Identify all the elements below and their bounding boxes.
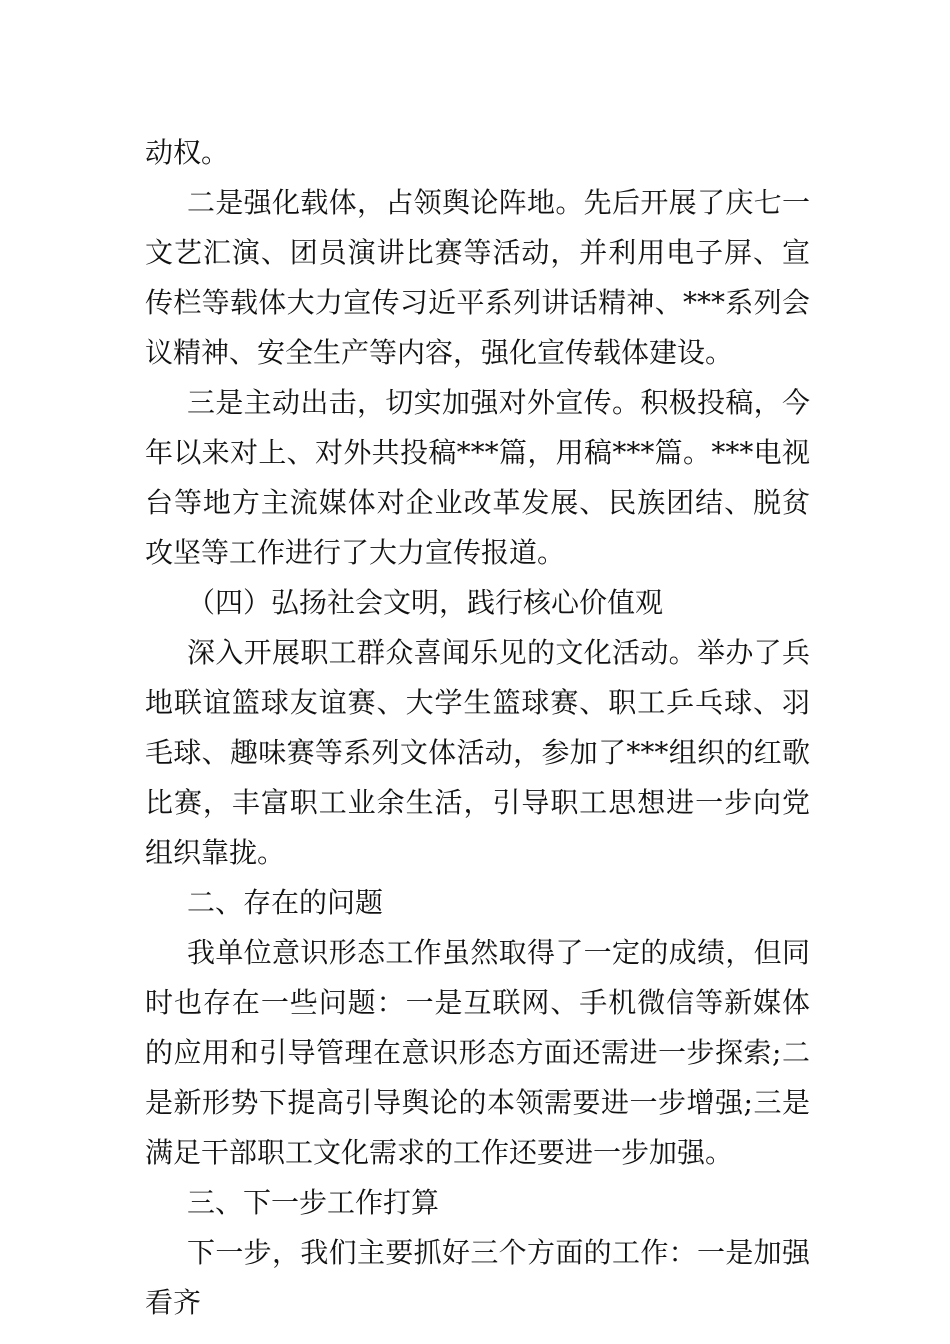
paragraph-carrier: 二是强化载体，占领舆论阵地。先后开展了庆七一文艺汇演、团员演讲比赛等活动，并利用电子屏、宣传栏等载体大力宣传习近平系列讲话精神、***系列会议精神、安全生产等内容，强化宣传载体建设。 (145, 186, 810, 369)
section-heading-next-steps: 三、下一步工作打算 (187, 1186, 440, 1219)
paragraph-next-steps: 下一步，我们主要抓好三个方面的工作：一是加强看齐 (145, 1236, 810, 1319)
section-heading-problems: 二、存在的问题 (187, 886, 384, 919)
paragraph-continuation: 动权。 (145, 136, 230, 169)
paragraph-external-publicity: 三是主动出击，切实加强对外宣传。积极投稿，今年以来对上、对外共投稿***篇，用稿***篇。***电视台等地方主流媒体对企业改革发展、民族团结、脱贫攻坚等工作进行了大力宣传报道。 (145, 386, 810, 569)
paragraph-cultural-activities: 深入开展职工群众喜闻乐见的文化活动。举办了兵地联谊篮球友谊赛、大学生篮球赛、职工乒乓球、羽毛球、趣味赛等系列文体活动，参加了***组织的红歌比赛，丰富职工业余生活，引导职工思想进一步向党组织靠拢。 (145, 636, 810, 869)
paragraph-problems: 我单位意识形态工作虽然取得了一定的成绩，但同时也存在一些问题：一是互联网、手机微信等新媒体的应用和引导管理在意识形态方面还需进一步探索;二是新形势下提高引导舆论的本领需要进一步增强;三是满足干部职工文化需求的工作还要进一步加强。 (145, 936, 810, 1169)
section-heading-social-civilization: （四）弘扬社会文明，践行核心价值观 (187, 586, 664, 619)
document-body (145, 128, 810, 1328)
